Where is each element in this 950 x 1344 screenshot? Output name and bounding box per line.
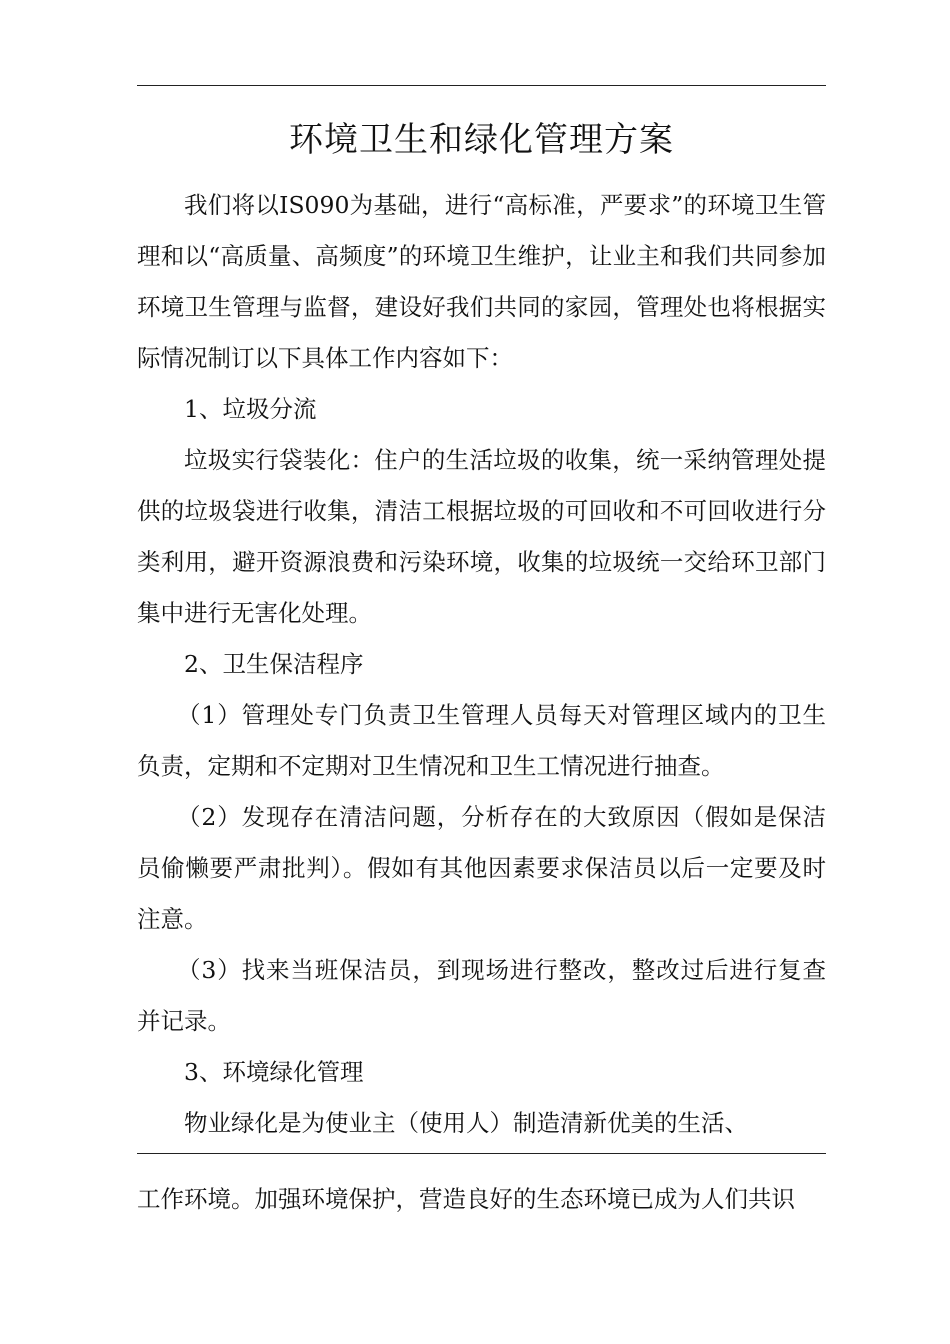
intro-paragraph: 我们将以IS090为基础，进行“高标准，严要求”的环境卫生管理和以“高质量、高频度”的环境卫生维护，让业主和我们共同参加环境卫生管理与监督，建设好我们共同的家园，管理处也将根据实际情况制订以下具体工作内容如下： (137, 191, 826, 372)
paragraph-greening-intro: 物业绿化是为使业主（使用人）制造清新优美的生活、 (184, 1109, 748, 1137)
procedure-item-3: （3）找来当班保洁员，到现场进行整改，整改过后进行复查并记录。 (137, 956, 826, 1035)
procedure-item-2: （2）发现存在清洁问题，分析存在的大致原因（假如是保洁员偷懒要严肃批判）。假如有其他因素要求保洁员以后一定要及时注意。 (137, 803, 826, 933)
header-rule (137, 85, 826, 86)
section-heading-3: 3、环境绿化管理 (184, 1058, 364, 1086)
paragraph-garbage-bagging: 垃圾实行袋装化：住户的生活垃圾的收集，统一采纳管理处提供的垃圾袋进行收集，清洁工根据垃圾的可回收和不可回收进行分类利用，避开资源浪费和污染环境，收集的垃圾统一交给环卫部门集中进行无害化处理。 (137, 446, 826, 627)
section-heading-1: 1、垃圾分流 (184, 395, 317, 423)
document-body (137, 180, 826, 1149)
page-break-rule (137, 1153, 826, 1154)
section-heading-2: 2、卫生保洁程序 (184, 650, 364, 678)
document-title: 环境卫生和绿化管理方案 (289, 120, 674, 160)
next-page-first-line: 工作环境。加强环境保护，营造良好的生态环境已成为人们共识 (137, 1185, 795, 1213)
procedure-item-1: （1）管理处专门负责卫生管理人员每天对管理区域内的卫生负责，定期和不定期对卫生情况和卫生工情况进行抽查。 (137, 701, 826, 780)
